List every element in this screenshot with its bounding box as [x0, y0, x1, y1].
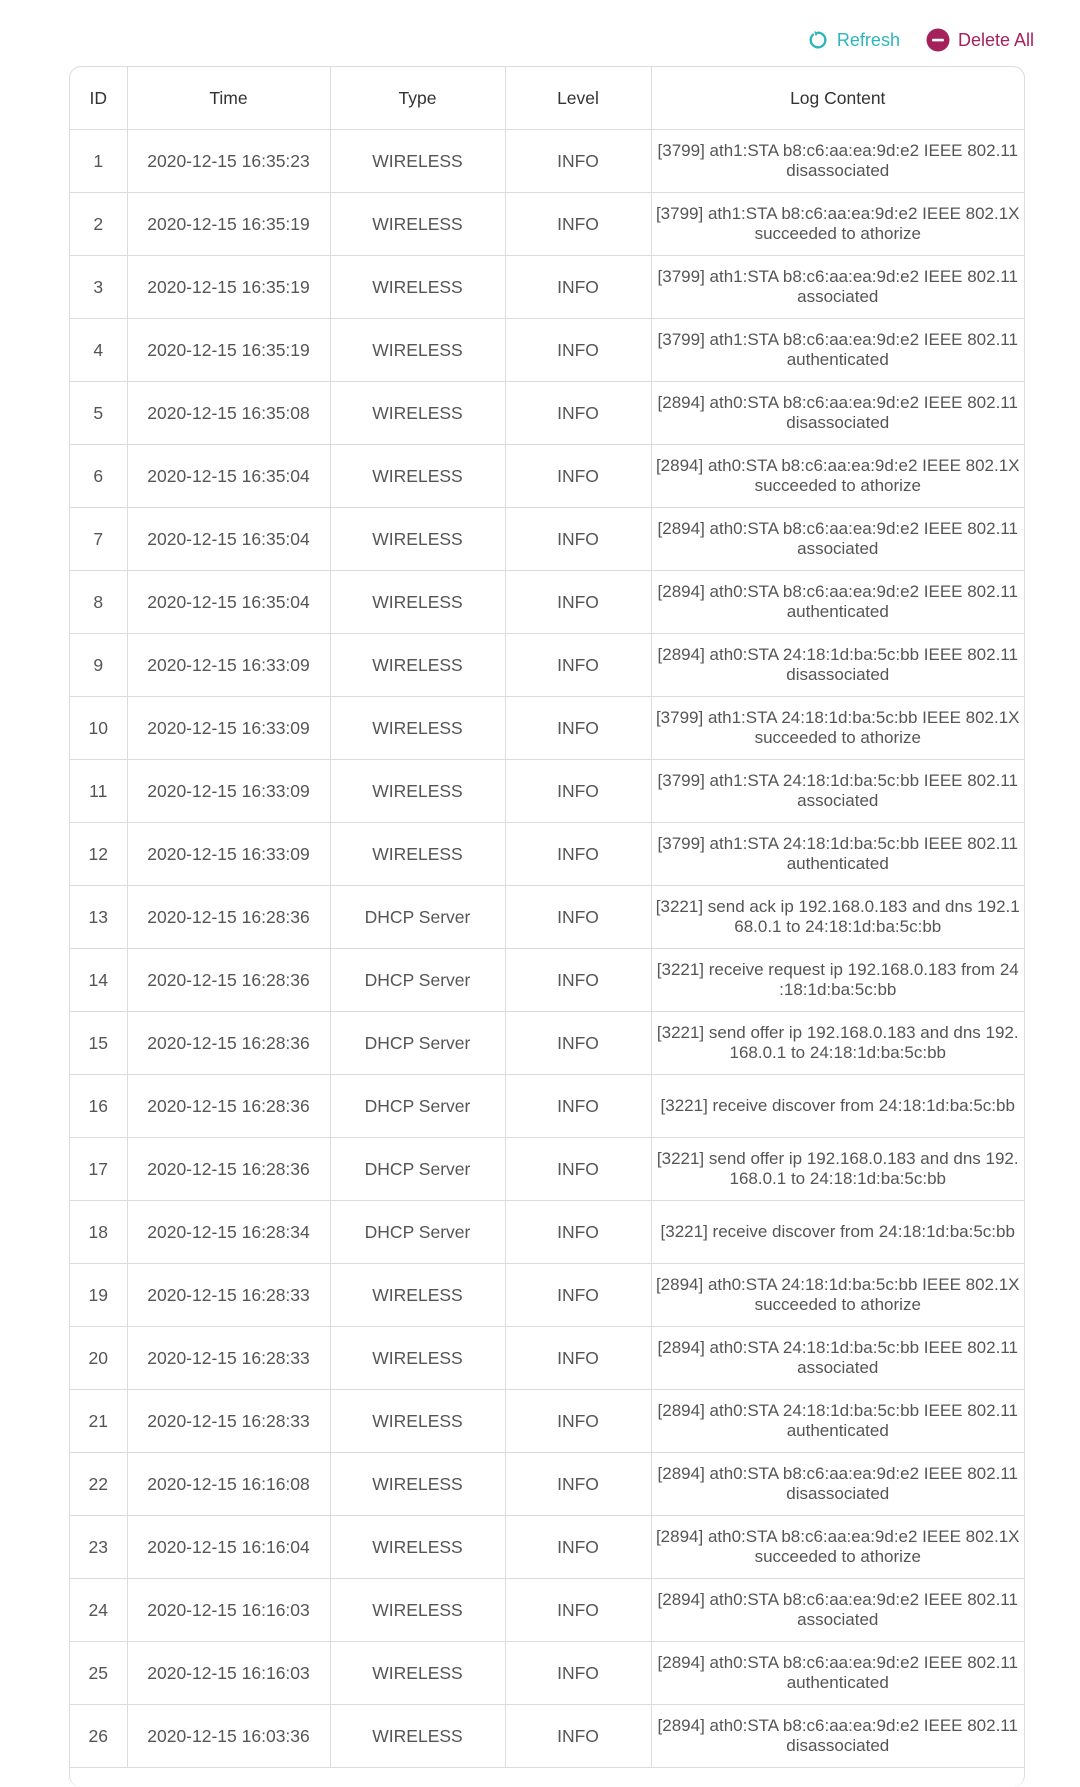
cell-type: WIRELESS [330, 1642, 505, 1705]
cell-time: 2020-12-15 16:35:19 [127, 319, 330, 382]
cell-time: 2020-12-15 16:28:33 [127, 1264, 330, 1327]
table-row [70, 1390, 1024, 1453]
cell-type: WIRELESS [330, 445, 505, 508]
cell-type: WIRELESS [330, 1453, 505, 1516]
log-line: [2894] ath0:STA 24:18:1d:ba:5c:bb IEEE 802.11 [657, 645, 1018, 664]
log-line: [2894] ath0:STA 24:18:1d:ba:5c:bb IEEE 802.11 [657, 1401, 1018, 1420]
log-line: [3221] receive discover from 24:18:1d:ba:5c:bb [660, 1222, 1015, 1241]
cell-log-content [651, 1453, 1024, 1516]
cell-log-content [651, 193, 1024, 256]
cell-level: INFO [505, 1327, 651, 1390]
cell-level: INFO [505, 697, 651, 760]
log-line: 168.0.1 to 24:18:1d:ba:5c:bb [729, 1043, 946, 1062]
table-row [70, 697, 1024, 760]
cell-log-content [651, 823, 1024, 886]
log-line: [3221] receive discover from 24:18:1d:ba:5c:bb [660, 1096, 1015, 1115]
log-line: associated [797, 287, 879, 306]
cell-log-content [651, 1012, 1024, 1075]
cell-type: DHCP Server [330, 886, 505, 949]
log-line: [3221] send offer ip 192.168.0.183 and dns 192. [656, 1149, 1019, 1168]
cell-type: WIRELESS [330, 382, 505, 445]
table-row [70, 130, 1024, 193]
log-line: [2894] ath0:STA 24:18:1d:ba:5c:bb IEEE 802.1X [655, 1275, 1020, 1294]
log-line: [2894] ath0:STA b8:c6:aa:ea:9d:e2 IEEE 802.11 [657, 1653, 1018, 1672]
table-row [70, 319, 1024, 382]
cell-level: INFO [505, 1264, 651, 1327]
cell-id: 18 [70, 1201, 127, 1264]
log-line: [2894] ath0:STA 24:18:1d:ba:5c:bb IEEE 802.11 [657, 1338, 1018, 1357]
log-line: authenticated [786, 1421, 889, 1440]
cell-log-content [651, 382, 1024, 445]
log-line: 68.0.1 to 24:18:1d:ba:5c:bb [734, 917, 942, 936]
header-type: Type [330, 67, 505, 130]
cell-time: 2020-12-15 16:35:04 [127, 571, 330, 634]
cell-id: 7 [70, 508, 127, 571]
cell-id: 20 [70, 1327, 127, 1390]
cell-log-content [651, 1516, 1024, 1579]
cell-type: WIRELESS [330, 823, 505, 886]
log-line: associated [797, 539, 879, 558]
cell-id: 9 [70, 634, 127, 697]
cell-level: INFO [505, 508, 651, 571]
cell-id: 2 [70, 193, 127, 256]
cell-time: 2020-12-15 16:28:36 [127, 886, 330, 949]
cell-level: INFO [505, 1075, 651, 1138]
cell-id: 1 [70, 130, 127, 193]
log-line: [2894] ath0:STA b8:c6:aa:ea:9d:e2 IEEE 802.1X [655, 1527, 1020, 1546]
log-line: succeeded to athorize [754, 224, 921, 243]
table-row [70, 1012, 1024, 1075]
table-row [70, 1579, 1024, 1642]
cell-type: DHCP Server [330, 1075, 505, 1138]
cell-time: 2020-12-15 16:16:08 [127, 1453, 330, 1516]
cell-log-content [651, 1264, 1024, 1327]
table-row [70, 634, 1024, 697]
log-line: [3221] send offer ip 192.168.0.183 and dns 192. [656, 1023, 1019, 1042]
cell-log-content [651, 1579, 1024, 1642]
cell-log-content [651, 1642, 1024, 1705]
cell-id: 14 [70, 949, 127, 1012]
cell-log-content [651, 319, 1024, 382]
cell-level: INFO [505, 193, 651, 256]
log-line: [3799] ath1:STA 24:18:1d:ba:5c:bb IEEE 802.11 [657, 834, 1018, 853]
cell-level: INFO [505, 1579, 651, 1642]
cell-id: 3 [70, 256, 127, 319]
cell-time: 2020-12-15 16:35:04 [127, 445, 330, 508]
cell-type: DHCP Server [330, 949, 505, 1012]
cell-log-content [651, 1201, 1024, 1264]
log-line: authenticated [786, 350, 889, 369]
cell-time: 2020-12-15 16:35:19 [127, 256, 330, 319]
cell-level: INFO [505, 130, 651, 193]
cell-log-content [651, 1327, 1024, 1390]
table-row [70, 193, 1024, 256]
cell-type: WIRELESS [330, 697, 505, 760]
cell-type: WIRELESS [330, 760, 505, 823]
table-row [70, 1516, 1024, 1579]
cell-id: 4 [70, 319, 127, 382]
cell-id: 12 [70, 823, 127, 886]
table-row [70, 382, 1024, 445]
log-line: disassociated [786, 161, 890, 180]
delete-icon [926, 28, 950, 52]
cell-time: 2020-12-15 16:16:03 [127, 1642, 330, 1705]
cell-time: 2020-12-15 16:33:09 [127, 634, 330, 697]
cell-log-content [651, 130, 1024, 193]
cell-log-content [651, 949, 1024, 1012]
cell-time: 2020-12-15 16:35:08 [127, 382, 330, 445]
table-row [70, 1327, 1024, 1390]
table-row [70, 760, 1024, 823]
refresh-label: Refresh [836, 29, 900, 50]
log-line: associated [797, 1358, 879, 1377]
cell-time: 2020-12-15 16:35:04 [127, 508, 330, 571]
log-line: [2894] ath0:STA b8:c6:aa:ea:9d:e2 IEEE 802.11 [657, 1590, 1018, 1609]
log-line: associated [797, 1610, 879, 1629]
cell-time: 2020-12-15 16:33:09 [127, 697, 330, 760]
log-table-container [69, 66, 1025, 1787]
cell-level: INFO [505, 1642, 651, 1705]
cell-log-content [651, 760, 1024, 823]
cell-level: INFO [505, 1453, 651, 1516]
cell-time: 2020-12-15 16:28:33 [127, 1327, 330, 1390]
header-level: Level [505, 67, 651, 130]
table-row [70, 508, 1024, 571]
cell-level: INFO [505, 571, 651, 634]
cell-type: WIRELESS [330, 319, 505, 382]
cell-type: WIRELESS [330, 571, 505, 634]
cell-type: WIRELESS [330, 508, 505, 571]
log-line: [2894] ath0:STA b8:c6:aa:ea:9d:e2 IEEE 802.11 [657, 519, 1018, 538]
cell-level: INFO [505, 823, 651, 886]
cell-id: 10 [70, 697, 127, 760]
cell-log-content [651, 634, 1024, 697]
cell-log-content [651, 1075, 1024, 1138]
log-line: [2894] ath0:STA b8:c6:aa:ea:9d:e2 IEEE 802.11 [657, 393, 1018, 412]
cell-level: INFO [505, 382, 651, 445]
log-line: succeeded to athorize [754, 728, 921, 747]
cell-id: 25 [70, 1642, 127, 1705]
log-line: [3221] receive request ip 192.168.0.183 from 24 [656, 960, 1019, 979]
cell-level: INFO [505, 1201, 651, 1264]
table-row [70, 256, 1024, 319]
refresh-button[interactable] [807, 29, 900, 51]
cell-level: INFO [505, 445, 651, 508]
cell-type: DHCP Server [330, 1201, 505, 1264]
cell-level: INFO [505, 319, 651, 382]
table-row [70, 1075, 1024, 1138]
cell-id: 5 [70, 382, 127, 445]
cell-log-content [651, 1705, 1024, 1768]
cell-time: 2020-12-15 16:28:36 [127, 1075, 330, 1138]
log-line: [2894] ath0:STA b8:c6:aa:ea:9d:e2 IEEE 802.1X [655, 456, 1020, 475]
cell-time: 2020-12-15 16:16:03 [127, 1579, 330, 1642]
log-line: [3799] ath1:STA b8:c6:aa:ea:9d:e2 IEEE 802.11 [657, 330, 1018, 349]
cell-type: WIRELESS [330, 193, 505, 256]
cell-type: WIRELESS [330, 256, 505, 319]
table-row [70, 949, 1024, 1012]
cell-id: 8 [70, 571, 127, 634]
cell-time: 2020-12-15 16:28:36 [127, 949, 330, 1012]
cell-level: INFO [505, 256, 651, 319]
cell-level: INFO [505, 1705, 651, 1768]
log-line: [2894] ath0:STA b8:c6:aa:ea:9d:e2 IEEE 802.11 [657, 1464, 1018, 1483]
log-table [70, 67, 1024, 1768]
table-row [70, 1642, 1024, 1705]
cell-type: DHCP Server [330, 1012, 505, 1075]
log-line: succeeded to athorize [754, 1547, 921, 1566]
log-line: succeeded to athorize [754, 476, 921, 495]
refresh-icon [807, 29, 829, 51]
cell-id: 13 [70, 886, 127, 949]
table-body [70, 130, 1024, 1768]
table-row [70, 823, 1024, 886]
cell-type: WIRELESS [330, 1264, 505, 1327]
table-row [70, 1138, 1024, 1201]
cell-time: 2020-12-15 16:16:04 [127, 1516, 330, 1579]
log-line: [2894] ath0:STA b8:c6:aa:ea:9d:e2 IEEE 802.11 [657, 1716, 1018, 1735]
log-line: [3799] ath1:STA 24:18:1d:ba:5c:bb IEEE 802.1X [655, 708, 1020, 727]
log-line: 168.0.1 to 24:18:1d:ba:5c:bb [729, 1169, 946, 1188]
cell-log-content [651, 256, 1024, 319]
cell-id: 21 [70, 1390, 127, 1453]
cell-level: INFO [505, 886, 651, 949]
cell-type: WIRELESS [330, 1516, 505, 1579]
log-line: disassociated [786, 1736, 890, 1755]
toolbar [807, 22, 1034, 58]
delete-all-label: Delete All [957, 29, 1034, 50]
table-row [70, 1201, 1024, 1264]
log-line: [3221] send ack ip 192.168.0.183 and dns 192.1 [655, 897, 1020, 916]
table-row [70, 571, 1024, 634]
cell-type: WIRELESS [330, 130, 505, 193]
cell-time: 2020-12-15 16:33:09 [127, 760, 330, 823]
cell-id: 26 [70, 1705, 127, 1768]
cell-time: 2020-12-15 16:35:19 [127, 193, 330, 256]
cell-log-content [651, 571, 1024, 634]
cell-type: WIRELESS [330, 1390, 505, 1453]
cell-id: 11 [70, 760, 127, 823]
cell-level: INFO [505, 634, 651, 697]
table-header-row [70, 67, 1024, 130]
log-line: disassociated [786, 665, 890, 684]
cell-type: WIRELESS [330, 1705, 505, 1768]
table-row [70, 445, 1024, 508]
table-row [70, 886, 1024, 949]
header-time: Time [127, 67, 330, 130]
cell-type: WIRELESS [330, 1327, 505, 1390]
cell-type: WIRELESS [330, 634, 505, 697]
log-line: associated [797, 791, 879, 810]
cell-type: DHCP Server [330, 1138, 505, 1201]
cell-log-content [651, 886, 1024, 949]
cell-log-content [651, 508, 1024, 571]
log-line: authenticated [786, 602, 889, 621]
cell-log-content [651, 697, 1024, 760]
cell-level: INFO [505, 949, 651, 1012]
cell-id: 6 [70, 445, 127, 508]
log-line: authenticated [786, 854, 889, 873]
log-line: [3799] ath1:STA 24:18:1d:ba:5c:bb IEEE 802.11 [657, 771, 1018, 790]
delete-all-button[interactable] [926, 28, 1034, 52]
log-line: [3799] ath1:STA b8:c6:aa:ea:9d:e2 IEEE 802.11 [657, 267, 1018, 286]
log-line: [2894] ath0:STA b8:c6:aa:ea:9d:e2 IEEE 802.11 [657, 582, 1018, 601]
cell-log-content [651, 445, 1024, 508]
cell-level: INFO [505, 1516, 651, 1579]
cell-time: 2020-12-15 16:33:09 [127, 823, 330, 886]
log-line: [3799] ath1:STA b8:c6:aa:ea:9d:e2 IEEE 802.11 [657, 141, 1018, 160]
cell-level: INFO [505, 1390, 651, 1453]
cell-level: INFO [505, 760, 651, 823]
cell-level: INFO [505, 1012, 651, 1075]
cell-time: 2020-12-15 16:28:36 [127, 1138, 330, 1201]
cell-time: 2020-12-15 16:35:23 [127, 130, 330, 193]
cell-log-content [651, 1390, 1024, 1453]
cell-time: 2020-12-15 16:28:33 [127, 1390, 330, 1453]
cell-time: 2020-12-15 16:28:36 [127, 1012, 330, 1075]
cell-time: 2020-12-15 16:03:36 [127, 1705, 330, 1768]
cell-id: 17 [70, 1138, 127, 1201]
cell-id: 19 [70, 1264, 127, 1327]
cell-time: 2020-12-15 16:28:34 [127, 1201, 330, 1264]
cell-id: 16 [70, 1075, 127, 1138]
log-line: [3799] ath1:STA b8:c6:aa:ea:9d:e2 IEEE 802.1X [655, 204, 1020, 223]
cell-id: 23 [70, 1516, 127, 1579]
log-line: succeeded to athorize [754, 1295, 921, 1314]
table-row [70, 1705, 1024, 1768]
header-log-content: Log Content [651, 67, 1024, 130]
table-row [70, 1264, 1024, 1327]
cell-id: 24 [70, 1579, 127, 1642]
cell-log-content [651, 1138, 1024, 1201]
cell-id: 22 [70, 1453, 127, 1516]
log-line: :18:1d:ba:5c:bb [779, 980, 897, 999]
table-row [70, 1453, 1024, 1516]
cell-id: 15 [70, 1012, 127, 1075]
cell-type: WIRELESS [330, 1579, 505, 1642]
cell-level: INFO [505, 1138, 651, 1201]
header-id: ID [70, 67, 127, 130]
log-line: disassociated [786, 413, 890, 432]
log-line: authenticated [786, 1673, 889, 1692]
log-line: disassociated [786, 1484, 890, 1503]
